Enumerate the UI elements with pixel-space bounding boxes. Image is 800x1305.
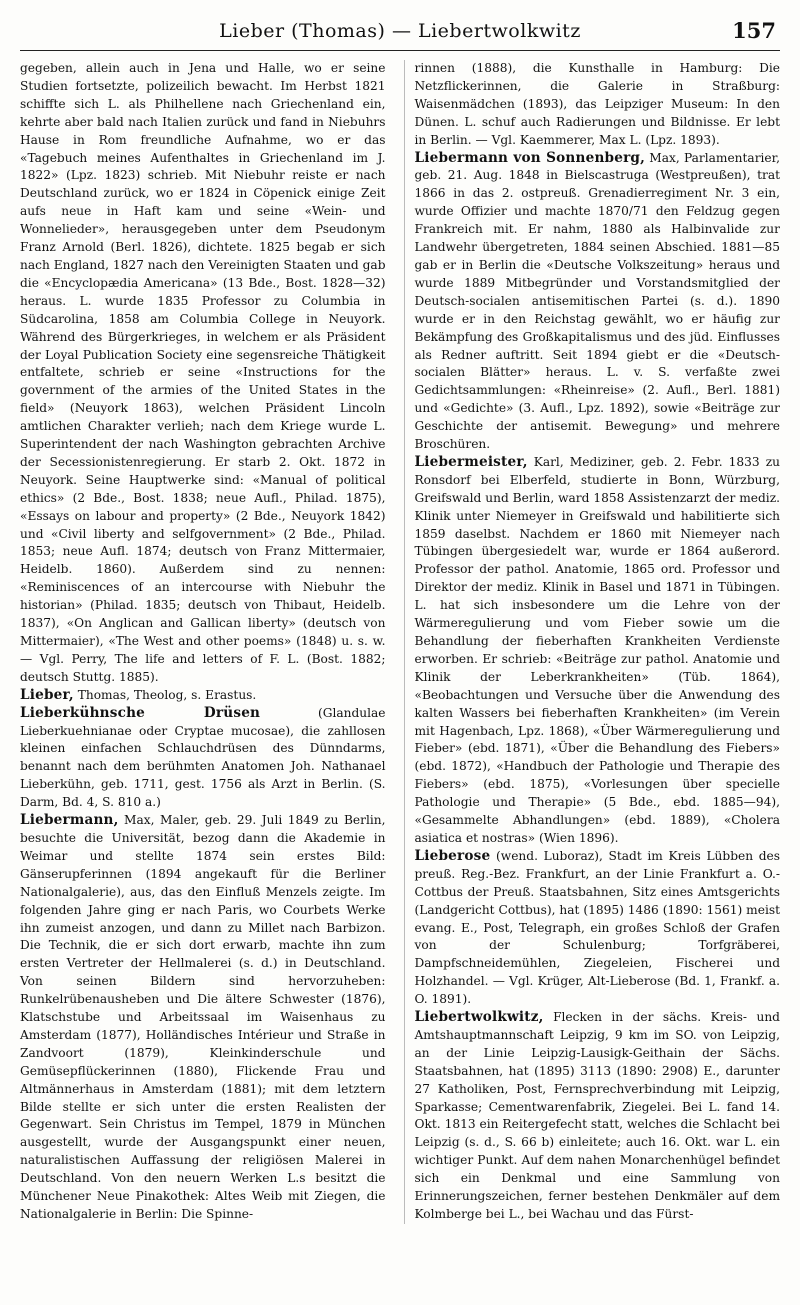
page-header xyxy=(20,12,780,52)
entry-lemma: Liebermann von Sonnenberg, xyxy=(414,149,646,166)
entry-text: Max, Maler, geb. 29. Juli 1849 zu Berlin, besuchte die Universität, bezog dann die Akademie in Weimar und stellte 1874 sein erstes Bild: Gänserupferinnen (1894 angekauft für die Berliner Nationalgalerie), aus, das den Einfluß Menzels zeigte. Im folgenden Jahre ging er nach Paris, wo Courbets Werke ihn zumeist anzogen, und dann zu Millet nach Barbizon. Die Technik, die er sich dort erwarb, machte ihn zum ersten Vertreter der Hellmalerei (s. d.) in Deutschland. Von seinen Bildern sind hervorzuheben: Runkelrübenausheben und Die ältere Schwester (1876), Klatschstube und Arbeitssaal im Waisenhaus zu Amsterdam (1877), Holländisches Intérieur und Straße in Zandvoort (1879), Kleinkinderschule und Gemüsepflückerinnen (1880), Flickende Frau und Altmännerhaus in Amsterdam (1881); mit dem letztern Bilde stellte er sich unter die ersten Realisten der Gegenwart. Sein Christus im Tempel, 1879 in München ausgestellt, wurde der Ausgangspunkt einer neuen, naturalistischen Auffassung der religiösen Malerei in Deutschland. Von den neuern Werken L.s besitzt die Münchener Neue Pinakothek: Altes Weib mit Ziegen, die Nationalgalerie in Berlin: Die Spinne- xyxy=(20,813,386,1221)
right-column xyxy=(404,60,781,1224)
entry-liebermeister xyxy=(415,454,781,848)
entry-lemma: Lieberose xyxy=(414,847,491,864)
two-column-body xyxy=(20,60,780,1224)
entry-lemma: Liebermann, xyxy=(20,812,119,829)
running-head: Lieber (Thomas) — Liebertwolkwitz xyxy=(219,20,581,42)
entry-text: gegeben, allein auch in Jena und Halle, wo er seine Studien fortsetzte, polizeilich bewacht. Im Herbst 1821 schiffte sich L. als Philhellene nach Griechenland ein, kehrte aber bald nach Italien zurück und fand in Niebuhrs Hause in Rom freundliche Aufnahme, wo er das «Tagebuch meines Aufenthaltes in Griechenland im J. 1822» (Lpz. 1823) schrieb. Mit Niebuhr reiste er nach Deutschland zurück, wo er 1824 in Cöpenick einige Zeit aufs neue in Haft kam und seine «Wein- und Wonnelieder», herausgegeben unter dem Pseudonym Franz Arnold (Berl. 1826), dichtete. 1825 begab er sich nach England, 1827 nach den Vereinigten Staaten und gab die «Encyclopædia Americana» (13 Bde., Bost. 1828—32) heraus. L. wurde 1835 Professor zu Columbia in Südcarolina, 1858 am Columbia College in Neuyork. Während des Bürgerkrieges, in welchem er als Präsident der Loyal Publication Society eine segensreiche Thätigkeit entfaltete, schrieb er seine «Instructions for the government of the armies of the United States in the field» (Neuyork 1863), welchen Präsident Lincoln amtlichen Charakter verlieh; nach dem Kriege wurde L. Superintendent der nach Washington gebrachten Archive der Secessionistenregierung. Er starb 2. Okt. 1872 in Neuyork. Seine Hauptwerke sind: «Manual of political ethics» (2 Bde., Bost. 1838; neue Aufl., Philad. 1875), «Essays on labour and property» (2 Bde., Neuyork 1842) und «Civil liberty and selfgovernment» (2 Bde., Philad. 1853; neue Aufl. 1874; deutsch von Franz Mittermaier, Heidelb. 1860). Außerdem sind zu nennen: «Reminiscences of an intercourse with Niebuhr the historian» (Philad. 1835; deutsch von Thibaut, Heidelb. 1837), «On Anglican and Gallican liberty» (deutsch von Mittermaier), «The West and other poems» (1848) u. s. w. — Vgl. Perry, The life and letters of F. L. (Bost. 1882; deutsch Stuttg. 1885). xyxy=(20,61,386,684)
entry-lemma: Liebertwolkwitz, xyxy=(414,1009,544,1026)
entry-liebermann-continued xyxy=(415,60,781,150)
entry-liebermann-von-sonnenberg xyxy=(415,150,781,454)
entry-lemma: Lieber, xyxy=(20,686,74,703)
entry-text: (wend. Luboraz), Stadt im Kreis Lübben des preuß. Reg.-Bez. Frankfurt, an der Linie Frankfurt a. O.-Cottbus der Preuß. Staatsbahnen, Sitz eines Amtsgerichts (Landgericht Cottbus), hat (1895) 1486 (1890: 1561) meist evang. E., Post, Telegraph, ein großes Schloß der Grafen von der Schulenburg; Torfgräberei, Dampfschneidemühlen, Ziegeleien, Fischerei und Holzhandel. — Vgl. Krüger, Alt-Lieberose (Bd. 1, Frankf. a. O. 1891). xyxy=(414,848,780,1007)
entry-text: Karl, Mediziner, geb. 2. Febr. 1833 zu Ronsdorf bei Elberfeld, studierte in Bonn, Würzburg, Greifswald und Berlin, ward 1858 Assistenzarzt der mediz. Klinik unter Niemeyer in Greifswald und habilitierte sich 1859 daselbst. Nachdem er 1860 mit Niemeyer nach Tübingen übergesiedelt war, wurde er 1864 außerord. Professor der pathol. Anatomie, 1865 ord. Professor und Direktor der mediz. Klinik in Basel und 1871 in Tübingen. L. hat sich insbesondere um die Lehre von der Wärmeregulierung und vom Fieber sowie um die Behandlung der fieberhaften Krankheiten Verdienste erworben. Er schrieb: «Beiträge zur pathol. Anatomie und Klinik der Leberkrankheiten» (Tüb. 1864), «Beobachtungen und Versuche über die Anwendung des kalten Wassers bei fieberhaften Krankheiten» (im Verein mit Hagenbach, Lpz. 1868), «Über Wärmeregulierung und Fieber» (ebd. 1871), «Über die Behandlung des Fiebers» (ebd. 1872), «Handbuch der Pathologie und Therapie des Fiebers» (ebd. 1875), «Vorlesungen über specielle Pathologie und Therapie» (5 Bde., ebd. 1885—94), «Gesammelte Abhandlungen» (ebd. 1889), «Cholera asiatica et nostras» (Wien 1896). xyxy=(414,454,780,845)
entry-lieber-thomas-theolog xyxy=(20,687,386,705)
entry-text: (Glandulae Lieberkuehnianae oder Cryptae mucosae), die zahllosen kleinen einfachen Schlauchdrüsen des Dünndarms, benannt nach dem berühmten Anatomen Joh. Nathanael Lieberkühn, geb. 1711, gest. 1756 als Arzt in Berlin. (S. Darm, Bd. 4, S. 810 a.) xyxy=(20,705,386,810)
entry-liebermann xyxy=(20,812,386,1224)
page-number: 157 xyxy=(732,18,776,43)
entry-lieberose xyxy=(415,848,781,1009)
entry-text: Max, Parlamentarier, geb. 21. Aug. 1848 in Bielscastruga (Westpreußen), trat 1866 in das 2. ostpreuß. Grenadierregiment Nr. 3 ein, wurde Offizier und machte 1870/71 den Feldzug gegen Frankreich mit. Er nahm, 1880 als Halbinvalide zur Landwehr übergetreten, 1884 seinen Abschied. 1881—85 gab er in Berlin die «Deutsche Volkszeitung» heraus und wurde 1889 Mitbegründer und Vorstandsmitglied der Deutsch-socialen antisemitischen Partei (s. d.). 1890 wurde er in den Reichstag gewählt, wo er häufig zur Bekämpfung des Großkapitalismus und des jüd. Einflusses als Redner auftritt. Seit 1894 giebt er die «Deutsch-socialen Blätter» heraus. L. v. S. verfaßte zwei Gedichtsammlungen: «Rheinreise» (2. Aufl., Berl. 1881) und «Gedichte» (3. Aufl., Lpz. 1892), sowie «Beiträge zur Geschichte der antisemit. Bewegung» und mehrere Broschüren. xyxy=(414,150,780,452)
entry-lieberkuehnsche-druesen xyxy=(20,705,386,812)
header-rule xyxy=(20,50,780,51)
entry-text: Flecken in der sächs. Kreis- und Amtshauptmannschaft Leipzig, 9 km im SO. von Leipzig, an der Linie Leipzig-Lausigk-Geithain der Sächs. Staatsbahnen, hat (1895) 3113 (1890: 2908) E., darunter 27 Katholiken, Post, Fernsprechverbindung mit Leipzig, Sparkasse; Cementwarenfabrik, Ziegelei. Bei L. fand 14. Okt. 1813 ein Reitergefecht statt, welches die Schlacht bei Leipzig (s. d., S. 66 b) einleitete; auch 16. Okt. war L. ein wichtiger Punkt. Auf dem nahen Monarchenhügel befindet sich ein Denkmal und eine Sammlung von Erinnerungszeichen, ferner bestehen Denkmäler auf dem Kolmberge bei L., bei Wachau und das Fürst- xyxy=(414,1010,780,1221)
entry-text: Thomas, Theolog, s. Erastus. xyxy=(73,687,257,702)
entry-liebertwolkwitz xyxy=(415,1009,781,1224)
left-column xyxy=(20,60,386,1224)
entry-text: rinnen (1888), die Kunsthalle in Hamburg: Die Netzflickerinnen, die Galerie in Straßburg: Waisenmädchen (1893), das Leipziger Museum: In den Dünen. L. schuf auch Radierungen und Bildnisse. Er lebt in Berlin. — Vgl. Kaemmerer, Max L. (Lpz. 1893). xyxy=(414,61,780,147)
entry-lemma: Lieberkühnsche Drüsen xyxy=(20,704,261,721)
entry-lemma: Liebermeister, xyxy=(414,453,528,470)
entry-lieber-thomas-continued xyxy=(20,60,386,687)
